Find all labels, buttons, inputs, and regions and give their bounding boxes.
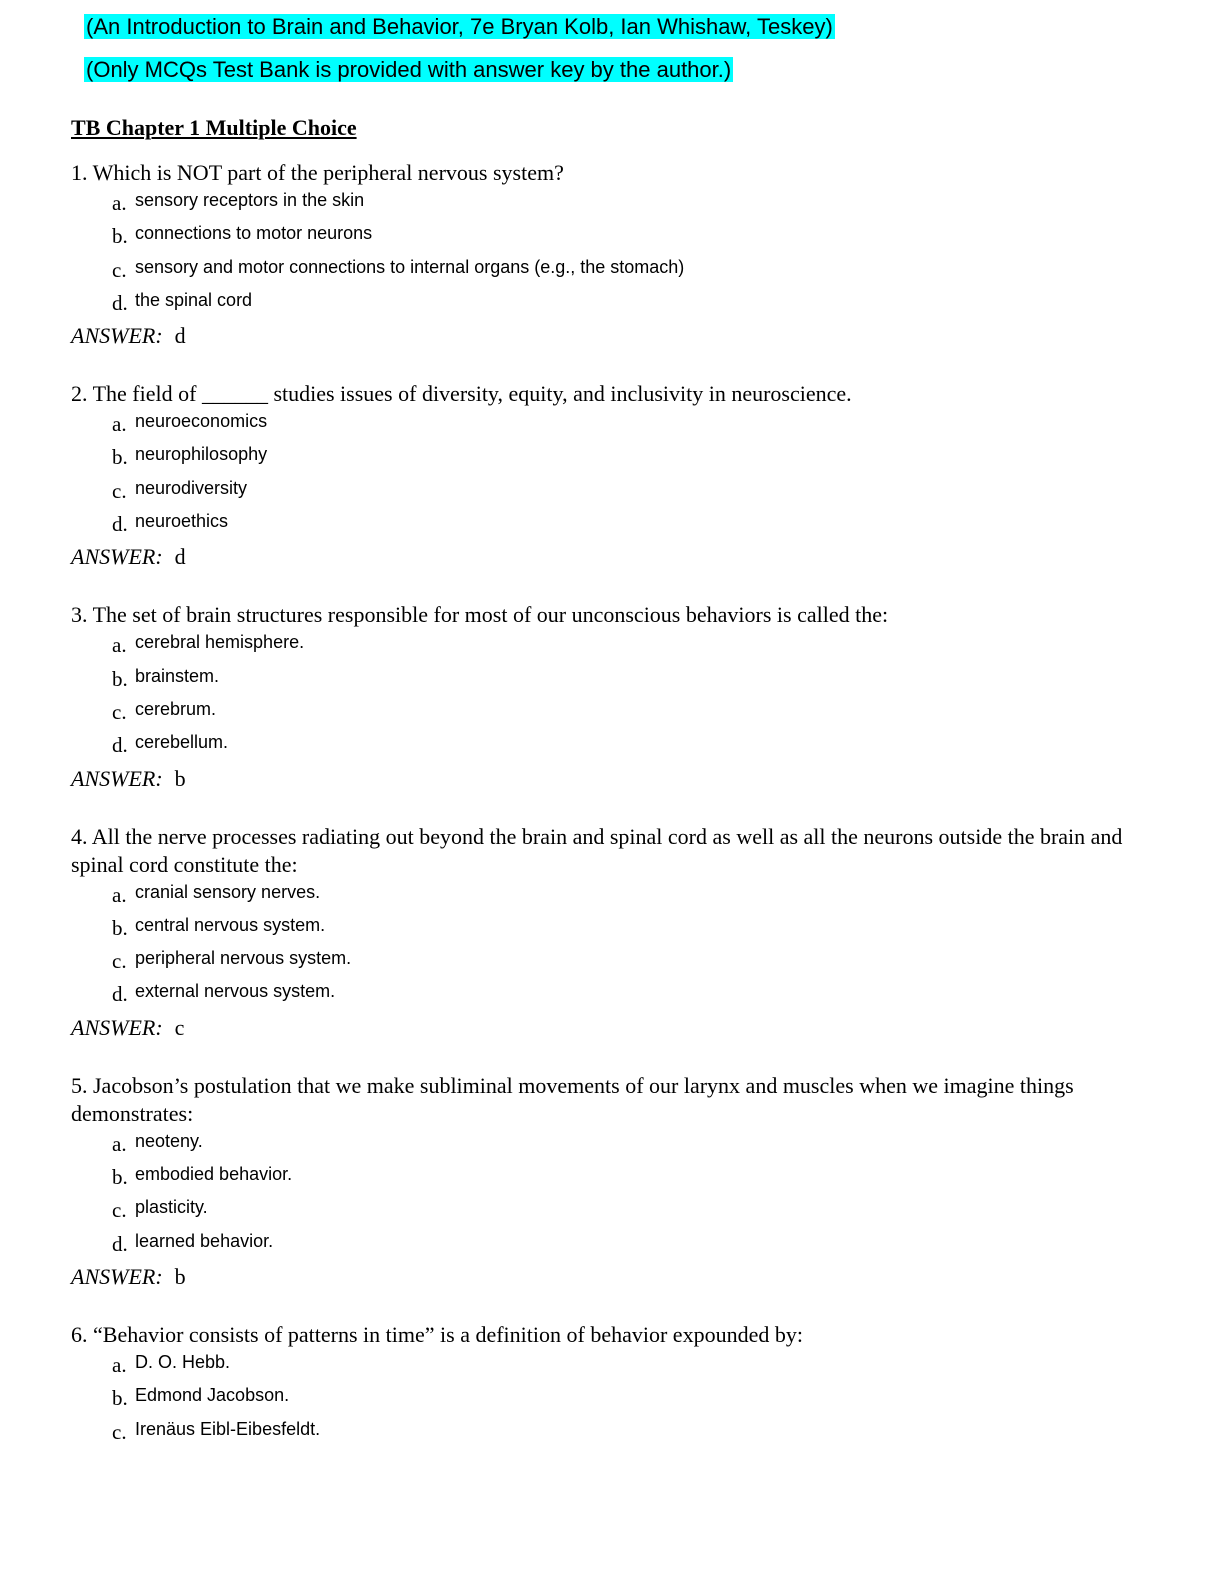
question-item	[71, 159, 1151, 350]
option-text: neurophilosophy	[135, 444, 268, 465]
answer-value: d	[174, 323, 186, 349]
answer-option	[112, 441, 1151, 474]
answer-option	[112, 220, 1151, 253]
option-letter: a.	[112, 1131, 127, 1156]
option-text: external nervous system.	[135, 981, 336, 1002]
answer-label: ANSWER:	[71, 1014, 163, 1040]
question-stem: 4. All the nerve processes radiating out beyond the brain and spinal cord as well as all the neurons outside the brain and spinal cord constitute the:	[71, 823, 1128, 877]
option-text: neuroeconomics	[135, 411, 268, 432]
answer-option	[112, 287, 1151, 320]
option-letter: b.	[112, 915, 128, 940]
answer-option	[112, 945, 1151, 978]
option-letter: b.	[112, 445, 128, 470]
option-letter: d.	[112, 512, 128, 537]
option-letter: a.	[112, 412, 127, 437]
answer-option	[112, 879, 1151, 912]
option-text: cranial sensory nerves.	[135, 881, 321, 902]
option-letter: d.	[112, 982, 128, 1007]
header-line-note: (Only MCQs Test Bank is provided with answer key by the author.)	[86, 57, 732, 82]
question-item	[71, 823, 1151, 1042]
answer-option	[112, 508, 1151, 541]
question-stem: 2. The field of ______ studies issues of diversity, equity, and inclusivity in neuroscience.	[71, 381, 852, 407]
option-letter: c.	[112, 257, 127, 282]
answer-value: d	[174, 544, 186, 570]
answer-options	[71, 1349, 1151, 1449]
option-text: cerebral hemisphere.	[135, 632, 305, 653]
answer-label: ANSWER:	[71, 765, 163, 791]
answer-options	[71, 187, 1151, 320]
answer-value: b	[174, 765, 186, 791]
option-letter: d.	[112, 1231, 128, 1256]
option-letter: c.	[112, 949, 127, 974]
answer-options	[71, 408, 1151, 541]
option-text: sensory and motor connections to internal organs (e.g., the stomach)	[135, 256, 685, 277]
answer-option	[112, 1228, 1151, 1261]
option-text: plasticity.	[135, 1197, 208, 1218]
answer-option	[112, 475, 1151, 508]
answer-option	[112, 1349, 1151, 1382]
question-stem: 5. Jacobson’s postulation that we make subliminal movements of our larynx and muscles when we imagine things demonstrates:	[71, 1072, 1080, 1126]
answer-option	[112, 729, 1151, 762]
answer-option	[112, 1194, 1151, 1227]
option-letter: c.	[112, 1419, 127, 1444]
answer-options	[71, 1128, 1151, 1261]
option-letter: d.	[112, 290, 128, 315]
option-text: peripheral nervous system.	[135, 948, 352, 969]
question-item	[71, 1072, 1151, 1291]
option-letter: b.	[112, 666, 128, 691]
answer-option	[112, 1382, 1151, 1415]
answer-label: ANSWER:	[71, 323, 163, 349]
answer-option	[112, 1128, 1151, 1161]
answer-label: ANSWER:	[71, 1263, 163, 1289]
answer-options	[71, 629, 1151, 762]
option-letter: d.	[112, 733, 128, 758]
header-line-book-title: (An Introduction to Brain and Behavior, 7e Bryan Kolb, Ian Whishaw, Teskey)	[86, 14, 833, 39]
answer-option	[112, 663, 1151, 696]
answer-key	[71, 543, 1151, 571]
option-letter: c.	[112, 699, 127, 724]
question-stem: 6. “Behavior consists of patterns in time” is a definition of behavior expounded by:	[71, 1321, 803, 1347]
question-item	[71, 601, 1151, 792]
option-text: neurodiversity	[135, 477, 248, 498]
answer-option	[112, 408, 1151, 441]
option-text: cerebellum.	[135, 732, 229, 753]
option-letter: a.	[112, 1352, 127, 1377]
answer-value: b	[174, 1263, 186, 1289]
option-text: embodied behavior.	[135, 1164, 293, 1185]
answer-key	[71, 1263, 1151, 1291]
option-letter: a.	[112, 633, 127, 658]
answer-key	[71, 1014, 1151, 1042]
option-text: learned behavior.	[135, 1230, 274, 1251]
option-letter: c.	[112, 478, 127, 503]
answer-key	[71, 322, 1151, 350]
answer-label: ANSWER:	[71, 544, 163, 570]
answer-value: c	[174, 1014, 185, 1040]
question-stem: 3. The set of brain structures responsible for most of our unconscious behaviors is called the:	[71, 602, 889, 628]
answer-option	[112, 629, 1151, 662]
option-text: D. O. Hebb.	[135, 1351, 231, 1372]
answer-option	[112, 187, 1151, 220]
option-text: Edmond Jacobson.	[135, 1385, 290, 1406]
question-item	[71, 380, 1151, 571]
option-text: neoteny.	[135, 1130, 203, 1151]
option-text: the spinal cord	[135, 289, 253, 310]
answer-option	[112, 912, 1151, 945]
option-letter: b.	[112, 224, 128, 249]
question-list	[71, 159, 1151, 1479]
question-stem: 1. Which is NOT part of the peripheral nervous system?	[71, 160, 564, 185]
answer-options	[71, 879, 1151, 1012]
chapter-heading: TB Chapter 1 Multiple Choice	[71, 115, 357, 140]
option-letter: b.	[112, 1386, 128, 1411]
option-letter: a.	[112, 882, 127, 907]
option-text: Irenäus Eibl-Eibesfeldt.	[135, 1418, 321, 1439]
answer-key	[71, 765, 1151, 793]
answer-option	[112, 978, 1151, 1011]
answer-option	[112, 1161, 1151, 1194]
option-text: connections to motor neurons	[135, 223, 373, 244]
question-item	[71, 1321, 1151, 1449]
answer-option	[112, 696, 1151, 729]
option-text: brainstem.	[135, 665, 220, 686]
answer-option	[112, 254, 1151, 287]
option-letter: a.	[112, 191, 127, 215]
option-text: cerebrum.	[135, 698, 217, 719]
option-letter: b.	[112, 1165, 128, 1190]
option-text: central nervous system.	[135, 914, 326, 935]
option-text: neuroethics	[135, 511, 229, 532]
answer-option	[112, 1416, 1151, 1449]
option-letter: c.	[112, 1198, 127, 1223]
option-text: sensory receptors in the skin	[135, 190, 365, 210]
